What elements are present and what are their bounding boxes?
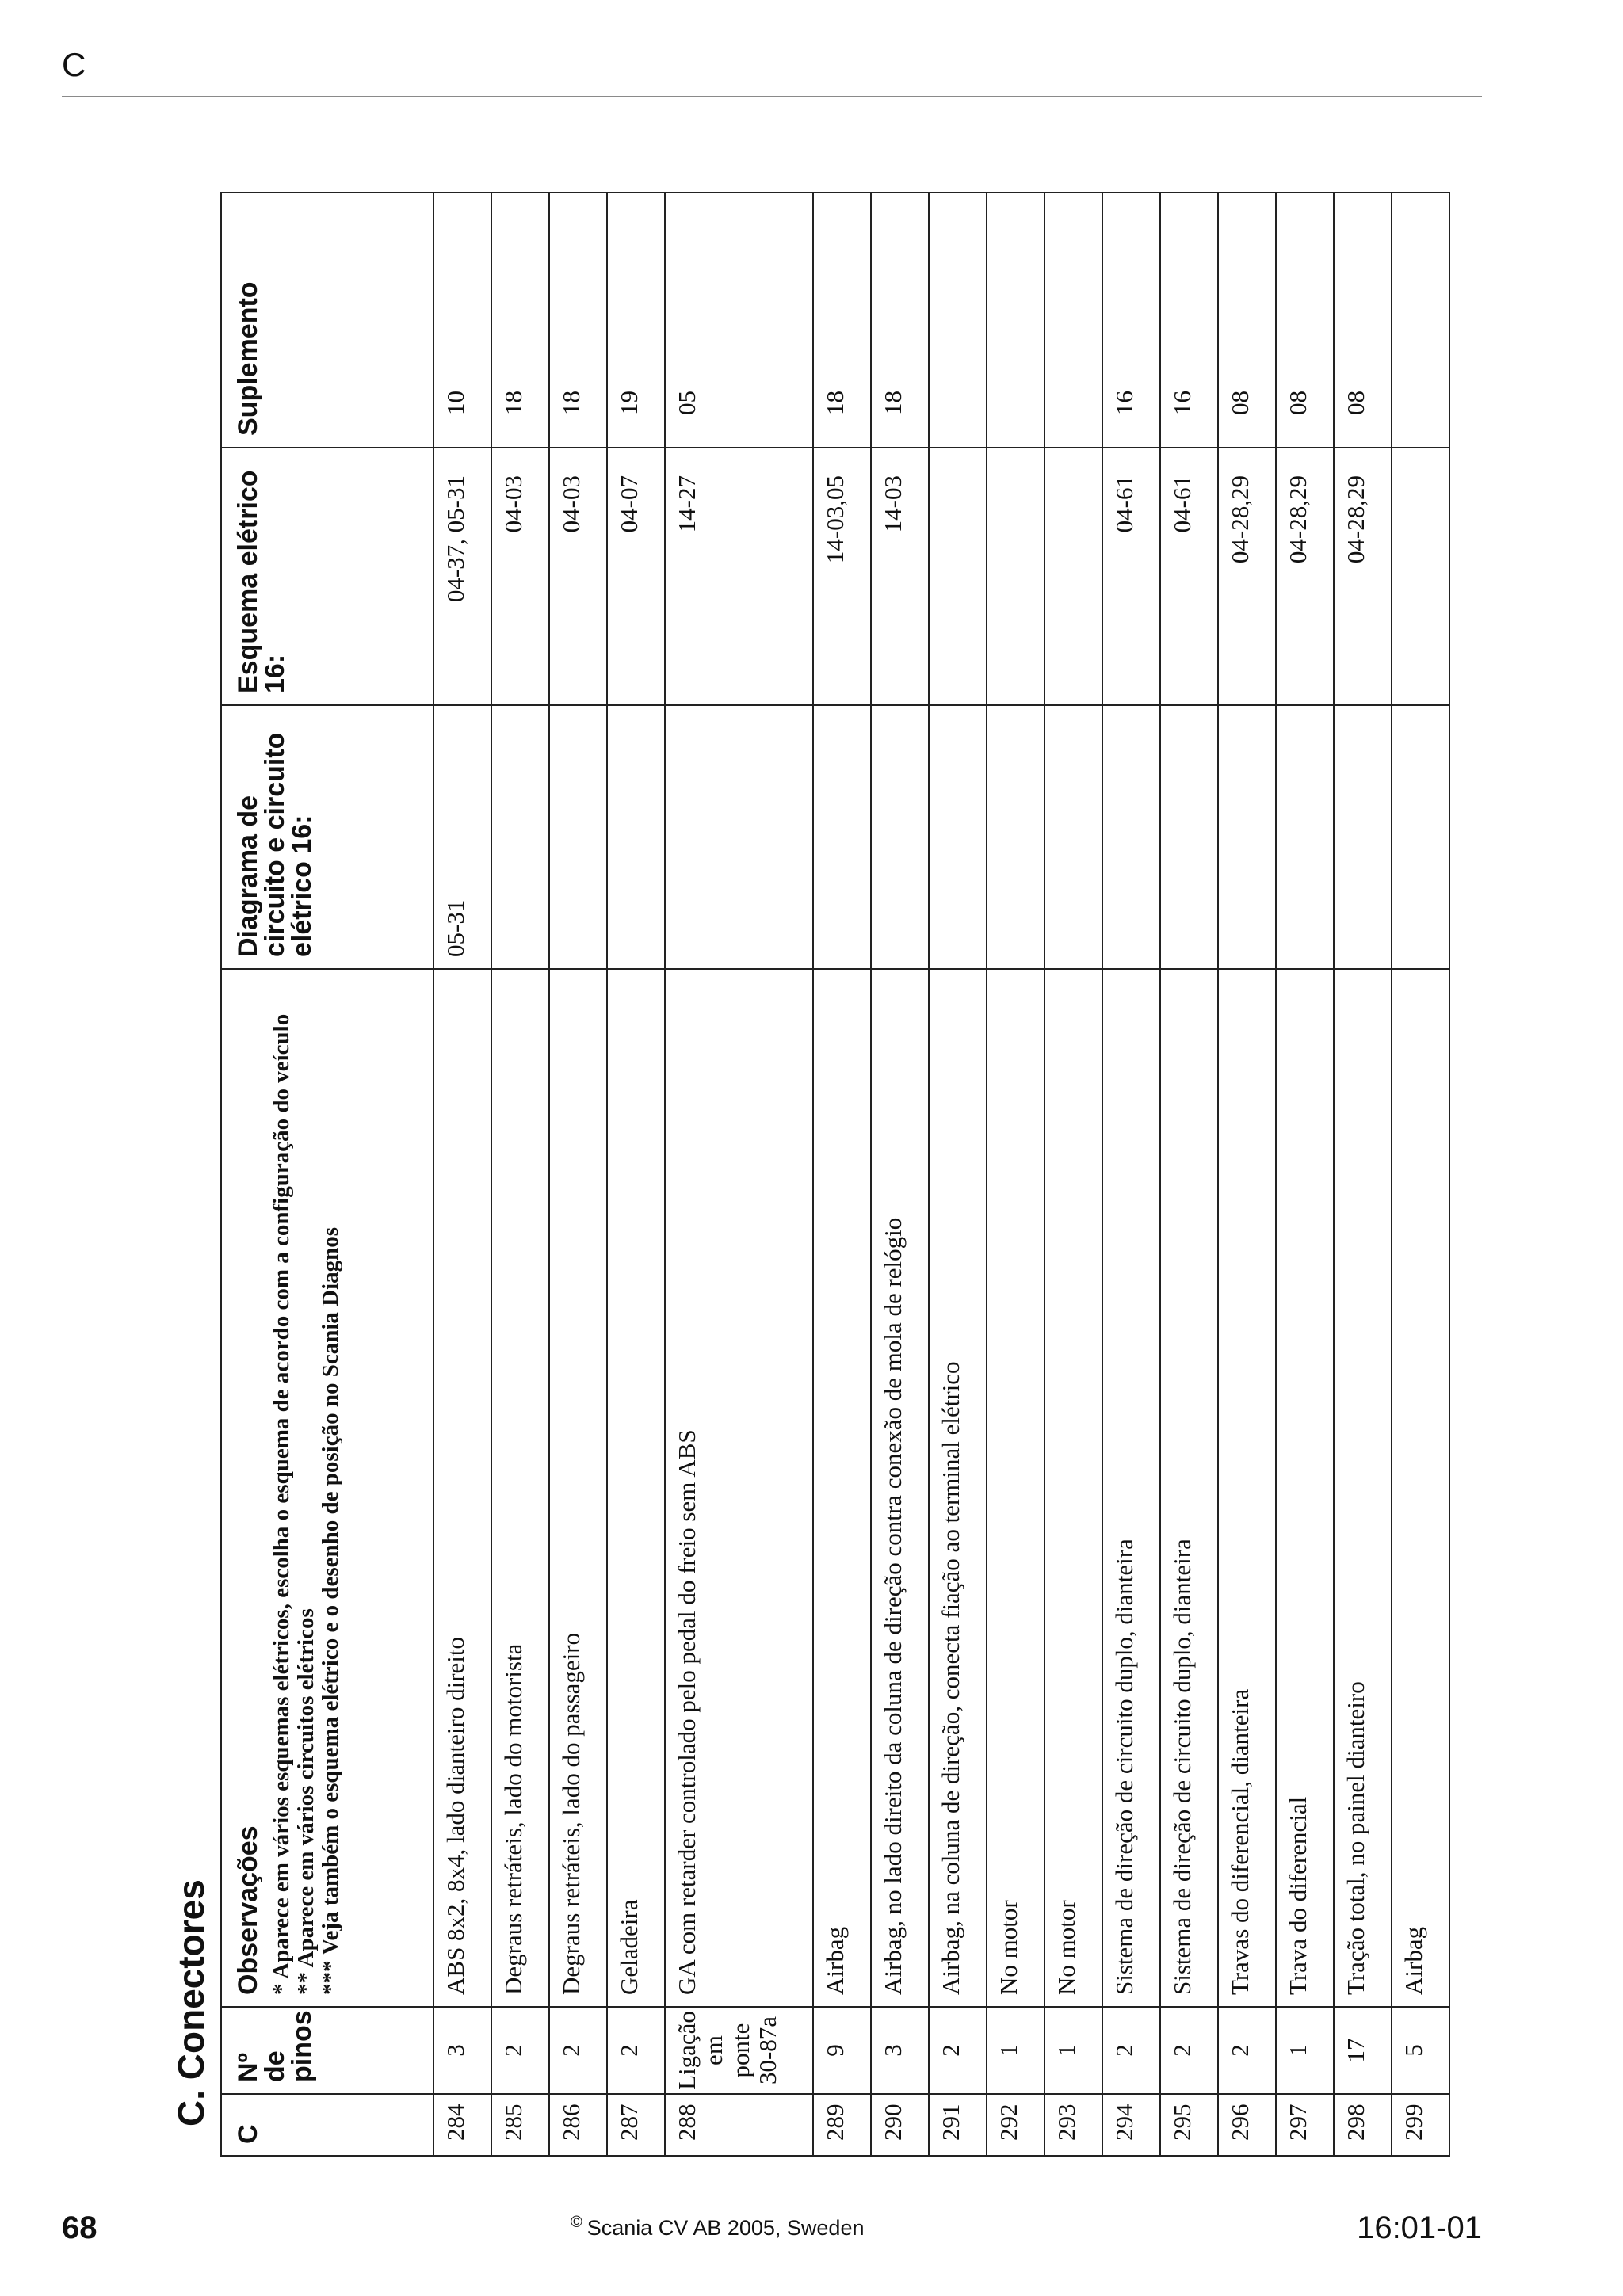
pin-count: Ligação em ponte 30-87a <box>665 2007 813 2094</box>
scheme-ref: 04-28,29 <box>1334 448 1392 705</box>
observation: Airbag <box>813 969 871 2007</box>
observation: Sistema de direção de circuito duplo, dianteira <box>1160 969 1218 2007</box>
scheme-ref <box>1392 448 1449 705</box>
connector-number: 298 <box>1334 2094 1392 2156</box>
header-scheme: Esquema elétrico 16: <box>221 448 433 705</box>
table-row <box>1044 193 1102 2156</box>
observation: Airbag, na coluna de direção, conecta fiação ao terminal elétrico <box>929 969 987 2007</box>
copyright-symbol: © <box>571 2214 582 2231</box>
table-row <box>1334 193 1392 2156</box>
observation: Trava do diferencial <box>1276 969 1334 2007</box>
supplement-ref: 16 <box>1160 193 1218 448</box>
diagram-ref <box>1334 705 1392 969</box>
observation: Degraus retráteis, lado do motorista <box>491 969 549 2007</box>
page-number: 68 <box>62 2210 97 2245</box>
copyright <box>571 2214 864 2241</box>
connector-number: 290 <box>871 2094 929 2156</box>
connector-number: 284 <box>433 2094 491 2156</box>
pin-count: 17 <box>1334 2007 1392 2094</box>
scheme-ref <box>1044 448 1102 705</box>
diagram-ref <box>1392 705 1449 969</box>
scheme-ref: 14-03 <box>871 448 929 705</box>
scheme-ref: 04-28,29 <box>1218 448 1276 705</box>
table-row <box>1392 193 1449 2156</box>
scheme-ref: 04-61 <box>1160 448 1218 705</box>
table-row <box>929 193 987 2156</box>
connector-number: 292 <box>987 2094 1044 2156</box>
connector-number: 286 <box>549 2094 607 2156</box>
supplement-ref: 08 <box>1334 193 1392 448</box>
table-row <box>665 193 813 2156</box>
table-row <box>1102 193 1160 2156</box>
table-row <box>1218 193 1276 2156</box>
section-title: C. Conectores <box>170 1879 212 2126</box>
header-pins: Nº de pinos <box>221 2007 433 2094</box>
table-row <box>813 193 871 2156</box>
header-observations-label: Observações <box>233 1825 263 1995</box>
scheme-ref: 04-61 <box>1102 448 1160 705</box>
supplement-ref: 18 <box>871 193 929 448</box>
supplement-ref: 05 <box>665 193 813 448</box>
supplement-ref <box>929 193 987 448</box>
diagram-ref <box>1218 705 1276 969</box>
supplement-ref <box>1392 193 1449 448</box>
scheme-ref: 04-37, 05-31 <box>433 448 491 705</box>
header-observations <box>221 969 433 2007</box>
supplement-ref: 16 <box>1102 193 1160 448</box>
header-note-3: *** Veja também o esquema elétrico e o desenho de posição no Scania Diagnos <box>318 1226 344 1995</box>
header-supplement: Suplemento <box>221 193 433 448</box>
table-row <box>1276 193 1334 2156</box>
diagram-ref <box>1160 705 1218 969</box>
scheme-ref <box>929 448 987 705</box>
pin-count: 2 <box>607 2007 665 2094</box>
diagram-ref <box>549 705 607 969</box>
table-header-row <box>221 193 433 2156</box>
diagram-ref: 05-31 <box>433 705 491 969</box>
connectors-table <box>220 192 1450 2157</box>
connector-number: 295 <box>1160 2094 1218 2156</box>
scheme-ref: 04-03 <box>491 448 549 705</box>
section-letter: C <box>62 46 86 83</box>
observation: Tração total, no painel dianteiro <box>1334 969 1392 2007</box>
diagram-ref <box>1276 705 1334 969</box>
document-code: 16:01-01 <box>1357 2210 1482 2245</box>
connector-number: 299 <box>1392 2094 1449 2156</box>
pin-count: 2 <box>549 2007 607 2094</box>
diagram-ref <box>607 705 665 969</box>
pin-count: 2 <box>1218 2007 1276 2094</box>
observation: No motor <box>987 969 1044 2007</box>
observation: Sistema de direção de circuito duplo, dianteira <box>1102 969 1160 2007</box>
scheme-ref: 04-28,29 <box>1276 448 1334 705</box>
scheme-ref: 14-03,05 <box>813 448 871 705</box>
pin-count: 2 <box>1102 2007 1160 2094</box>
header-divider <box>62 96 1482 97</box>
observation: Airbag, no lado direito da coluna de direção contra conexão de mola de relógio <box>871 969 929 2007</box>
pin-count: 2 <box>491 2007 549 2094</box>
observation: No motor <box>1044 969 1102 2007</box>
header-note-2: ** Aparece em vários circuitos elétricos <box>293 1608 319 1995</box>
pin-count: 3 <box>871 2007 929 2094</box>
connector-number: 288 <box>665 2094 813 2156</box>
pin-count: 1 <box>1276 2007 1334 2094</box>
diagram-ref <box>929 705 987 969</box>
table-row <box>987 193 1044 2156</box>
header-c: C <box>221 2094 433 2156</box>
pin-count: 3 <box>433 2007 491 2094</box>
pin-count: 5 <box>1392 2007 1449 2094</box>
connector-number: 285 <box>491 2094 549 2156</box>
connector-number: 293 <box>1044 2094 1102 2156</box>
diagram-ref <box>491 705 549 969</box>
pin-count: 1 <box>987 2007 1044 2094</box>
diagram-ref <box>1102 705 1160 969</box>
observation: GA com retarder controlado pelo pedal do freio sem ABS <box>665 969 813 2007</box>
connector-number: 291 <box>929 2094 987 2156</box>
pin-count: 9 <box>813 2007 871 2094</box>
diagram-ref <box>1044 705 1102 969</box>
observation: ABS 8x2, 8x4, lado dianteiro direito <box>433 969 491 2007</box>
pin-count: 2 <box>929 2007 987 2094</box>
supplement-ref: 18 <box>491 193 549 448</box>
scheme-ref: 04-03 <box>549 448 607 705</box>
diagram-ref <box>813 705 871 969</box>
supplement-ref: 18 <box>549 193 607 448</box>
table-row <box>607 193 665 2156</box>
scheme-ref: 04-07 <box>607 448 665 705</box>
connector-number: 294 <box>1102 2094 1160 2156</box>
connector-number: 297 <box>1276 2094 1334 2156</box>
copyright-text: Scania CV AB 2005, Sweden <box>586 2216 865 2240</box>
pin-count: 1 <box>1044 2007 1102 2094</box>
connector-number: 289 <box>813 2094 871 2156</box>
table-row <box>1160 193 1218 2156</box>
supplement-ref: 10 <box>433 193 491 448</box>
supplement-ref: 19 <box>607 193 665 448</box>
scheme-ref <box>987 448 1044 705</box>
connector-number: 296 <box>1218 2094 1276 2156</box>
observation: Travas do diferencial, dianteira <box>1218 969 1276 2007</box>
table-row <box>549 193 607 2156</box>
diagram-ref <box>871 705 929 969</box>
table-row <box>871 193 929 2156</box>
table-row <box>491 193 549 2156</box>
diagram-ref <box>987 705 1044 969</box>
scheme-ref: 14-27 <box>665 448 813 705</box>
supplement-ref <box>987 193 1044 448</box>
supplement-ref <box>1044 193 1102 448</box>
supplement-ref: 18 <box>813 193 871 448</box>
observation: Geladeira <box>607 969 665 2007</box>
pin-count: 2 <box>1160 2007 1218 2094</box>
diagram-ref <box>665 705 813 969</box>
observation: Degraus retráteis, lado do passageiro <box>549 969 607 2007</box>
connector-number: 287 <box>607 2094 665 2156</box>
header-note-1: * Aparece em vários esquemas elétricos, escolha o esquema de acordo com a configuração do veículo <box>269 1013 294 1995</box>
observation: Airbag <box>1392 969 1449 2007</box>
supplement-ref: 08 <box>1276 193 1334 448</box>
table-row <box>433 193 491 2156</box>
rotated-table-region <box>165 193 1450 2157</box>
header-diagram: Diagrama de circuito e circuito elétrico 16: <box>221 705 433 969</box>
supplement-ref: 08 <box>1218 193 1276 448</box>
